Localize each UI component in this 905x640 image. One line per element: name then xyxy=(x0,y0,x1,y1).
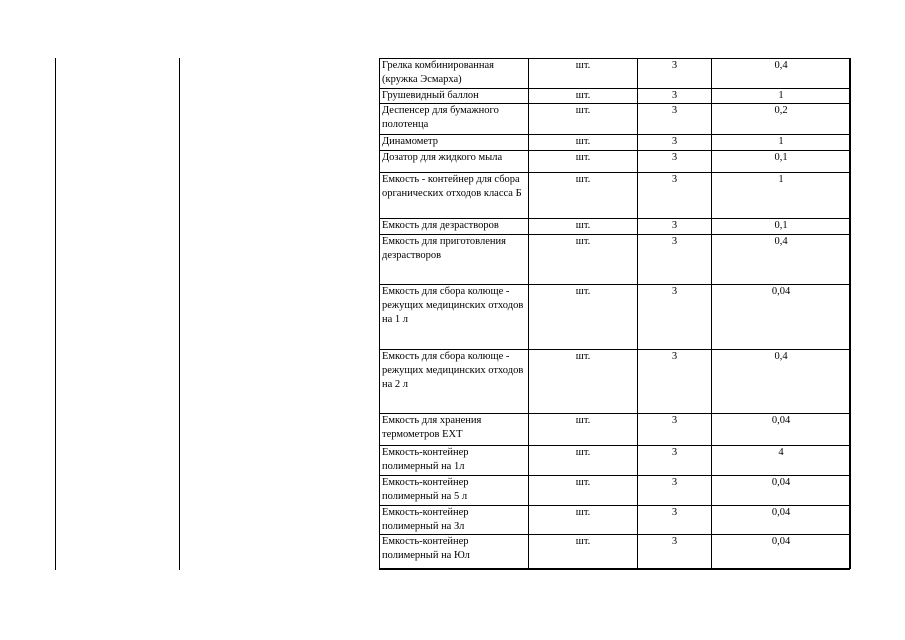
item-name: Емкость-контейнер полимерный на Юл xyxy=(380,535,529,569)
item-qty: 3 xyxy=(638,414,712,446)
item-name: Емкость-контейнер полимерный на Зл xyxy=(380,506,529,535)
item-unit: шт. xyxy=(529,235,638,285)
table-row xyxy=(380,89,851,104)
item-unit: шт. xyxy=(529,446,638,476)
item-name: Дозатор для жидкого мыла xyxy=(380,151,529,173)
item-qty: 3 xyxy=(638,535,712,569)
table-row xyxy=(380,506,851,535)
item-qty: 3 xyxy=(638,285,712,350)
table-row xyxy=(380,350,851,414)
item-unit: шт. xyxy=(529,104,638,135)
item-qty: 3 xyxy=(638,350,712,414)
item-unit: шт. xyxy=(529,285,638,350)
item-value: 0,04 xyxy=(712,535,851,569)
item-qty: 3 xyxy=(638,104,712,135)
item-name: Грушевидный баллон xyxy=(380,89,529,104)
item-unit: шт. xyxy=(529,476,638,506)
item-value: 4 xyxy=(712,446,851,476)
item-name: Емкость-контейнер полимерный на 5 л xyxy=(380,476,529,506)
left-border-line-2 xyxy=(179,58,180,570)
item-value: 0,4 xyxy=(712,235,851,285)
item-name: Емкость для дезрастворов xyxy=(380,219,529,235)
item-qty: 3 xyxy=(638,59,712,89)
item-value: 0,04 xyxy=(712,506,851,535)
item-unit: шт. xyxy=(529,506,638,535)
item-qty: 3 xyxy=(638,506,712,535)
item-qty: 3 xyxy=(638,173,712,219)
item-value: 0,4 xyxy=(712,350,851,414)
item-value: 0,04 xyxy=(712,414,851,446)
item-value: 0,04 xyxy=(712,476,851,506)
item-qty: 3 xyxy=(638,151,712,173)
equipment-table xyxy=(379,58,851,569)
table-row xyxy=(380,285,851,350)
item-name: Грелка комбинированная (кружка Эсмарха) xyxy=(380,59,529,89)
table-row xyxy=(380,446,851,476)
item-unit: шт. xyxy=(529,219,638,235)
item-qty: 3 xyxy=(638,476,712,506)
item-name: Емкость для приготовления дезрастворов xyxy=(380,235,529,285)
table-row xyxy=(380,535,851,569)
item-name: Емкость - контейнер для сбора органических отходов класса Б xyxy=(380,173,529,219)
table-row xyxy=(380,476,851,506)
item-unit: шт. xyxy=(529,151,638,173)
item-unit: шт. xyxy=(529,173,638,219)
item-name: Емкость для сбора колюще - режущих медицинских отходов на 2 л xyxy=(380,350,529,414)
item-unit: шт. xyxy=(529,535,638,569)
item-unit: шт. xyxy=(529,350,638,414)
item-value: 0,04 xyxy=(712,285,851,350)
item-name: Динамометр xyxy=(380,135,529,151)
table-row xyxy=(380,235,851,285)
item-unit: шт. xyxy=(529,89,638,104)
table-row xyxy=(380,59,851,89)
item-value: 1 xyxy=(712,89,851,104)
item-qty: 3 xyxy=(638,446,712,476)
item-name: Емкость для сбора колюще - режущих медицинских отходов на 1 л xyxy=(380,285,529,350)
item-name: Емкость-контейнер полимерный на 1л xyxy=(380,446,529,476)
table-row xyxy=(380,219,851,235)
item-qty: 3 xyxy=(638,235,712,285)
item-name: Емкость для хранения термометров ЕХТ xyxy=(380,414,529,446)
item-qty: 3 xyxy=(638,135,712,151)
table-row xyxy=(380,414,851,446)
item-value: 0,1 xyxy=(712,151,851,173)
item-value: 0,2 xyxy=(712,104,851,135)
item-value: 1 xyxy=(712,173,851,219)
item-qty: 3 xyxy=(638,219,712,235)
item-name: Деспенсер для бумажного полотенца xyxy=(380,104,529,135)
item-unit: шт. xyxy=(529,59,638,89)
table-row xyxy=(380,151,851,173)
item-unit: шт. xyxy=(529,135,638,151)
left-border-line-1 xyxy=(55,58,56,570)
item-value: 1 xyxy=(712,135,851,151)
item-qty: 3 xyxy=(638,89,712,104)
table-row xyxy=(380,135,851,151)
item-value: 0,1 xyxy=(712,219,851,235)
table-row xyxy=(380,173,851,219)
item-unit: шт. xyxy=(529,414,638,446)
table-row xyxy=(380,104,851,135)
item-value: 0,4 xyxy=(712,59,851,89)
